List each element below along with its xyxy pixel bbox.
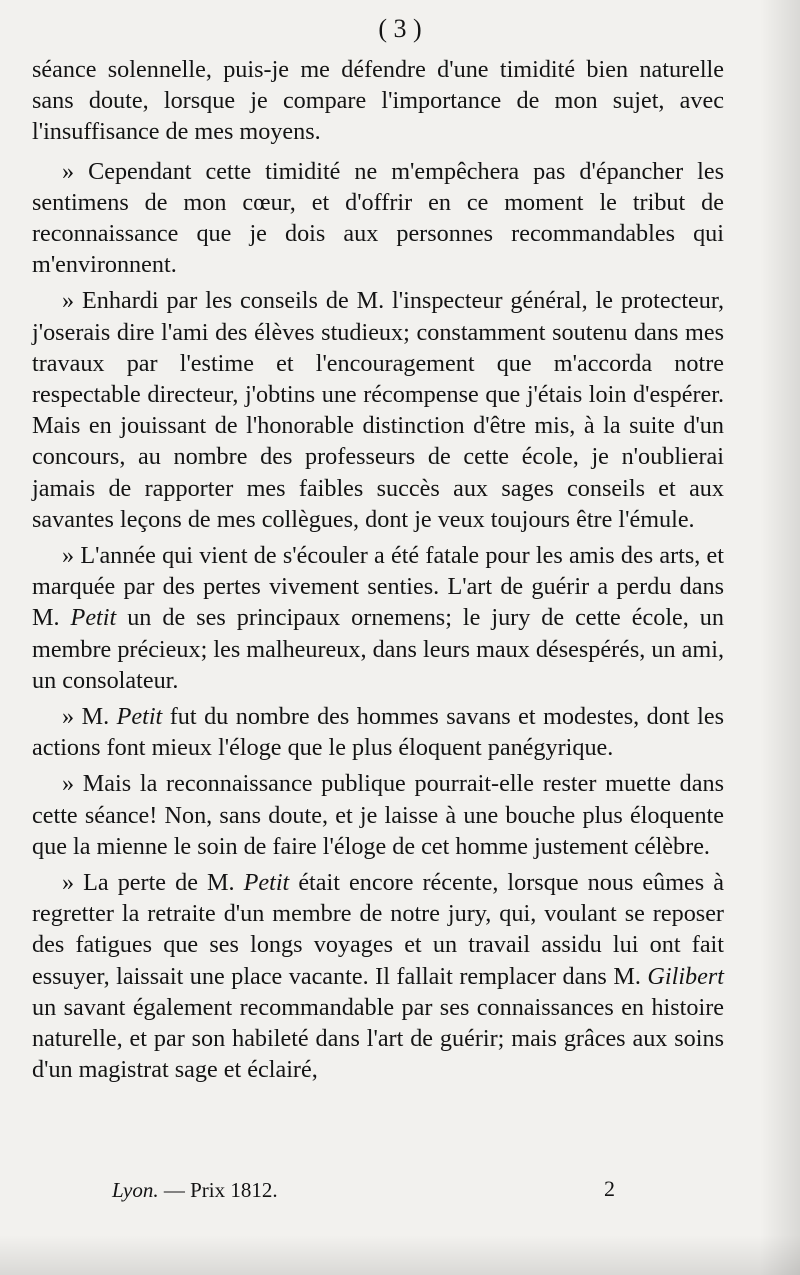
page-number: ( 3 ) [378, 14, 422, 43]
paragraph-text: » Mais la reconnaissance publique pourrait-elle rester muette dans cette séance! Non, sans doute, et je laisse à une bouche plus éloquente que la mienne le soin de faire l'éloge de cet homme justement célèbre. [32, 770, 724, 860]
paragraph-text: séance solennelle, puis-je me défendre d'une timidité bien naturelle sans doute, lorsque je compare l'importance de mon sujet, avec l'insuffisance de mes moyens. [32, 56, 724, 146]
paragraph [32, 540, 724, 696]
imprint-price: — Prix 1812. [158, 1178, 278, 1202]
paragraph-text: » Enhardi par les conseils de M. l'inspecteur général, le protecteur, j'oserais dire l'ami des élèves studieux; constamment soutenu dans mes travaux par l'estime et l'encouragement que m'accorda notre respectable directeur, j'obtins une récompense que j'étais loin d'espérer. Mais en jouissant de l'honorable distinction d'être mis, à la suite d'un concours, au nombre des professeurs de cette école, je n'oublierai jamais de rapporter mes faibles succès aux sages conseils et aux savantes leçons de mes collègues, dont je veux toujours être l'émule. [32, 287, 724, 533]
paragraph [32, 701, 724, 763]
paragraph-text: un de ses principaux ornemens; le jury de cette école, un membre précieux; les malheureux, dans leurs maux désespérés, un ami, un consolateur. [32, 604, 724, 694]
paragraph [32, 768, 724, 862]
italic-name: Petit [116, 703, 163, 731]
paragraph-text: » M. [62, 703, 117, 731]
imprint-place: Lyon. [112, 1178, 159, 1202]
paragraph [32, 867, 724, 1085]
body-text [32, 54, 724, 1091]
paragraph-text: » Cependant cette timidité ne m'empêchera pas d'épancher les sentimens de mon cœur, et d'offrir en ce moment le tribut de reconnaissance que je dois aux personnes recommandables qui m'environnent. [32, 157, 724, 279]
page-footer [32, 1178, 724, 1208]
paragraph-text: » La perte de M. [62, 869, 244, 897]
italic-name: Petit [70, 604, 117, 632]
paragraph [32, 54, 724, 148]
imprint-signature [112, 1178, 278, 1203]
page-edge-shadow [760, 0, 800, 1275]
italic-name: Gilibert [647, 962, 724, 990]
paragraph-text: » L'année qui vient de s'écouler a été fatale pour les amis des arts, et marquée par des pertes vivement senties. L'art de guérir a perdu dans M. [32, 542, 724, 632]
paragraph [32, 156, 724, 281]
paragraph-text: était encore récente, lorsque nous eûmes à regretter la retraite d'un membre de notre jury, qui, voulant se reposer des fatigues que ses longs voyages et un travail assidu lui ont fait essuyer, laissait une place vacante. Il fallait remplacer dans M. [32, 869, 724, 990]
sheet-signature-mark: 2 [604, 1176, 615, 1201]
italic-name: Petit [243, 869, 290, 897]
paragraph-text: fut du nombre des hommes savans et modestes, dont les actions font mieux l'éloge que le plus éloquent panégyrique. [32, 703, 724, 762]
paragraph-text: un savant également recommandable par ses connaissances en histoire naturelle, et par son habileté dans l'art de guérir; mais grâces aux soins d'un magistrat sage et éclairé, [32, 993, 724, 1084]
page-bottom-shadow [0, 1235, 800, 1275]
paragraph [32, 285, 724, 535]
